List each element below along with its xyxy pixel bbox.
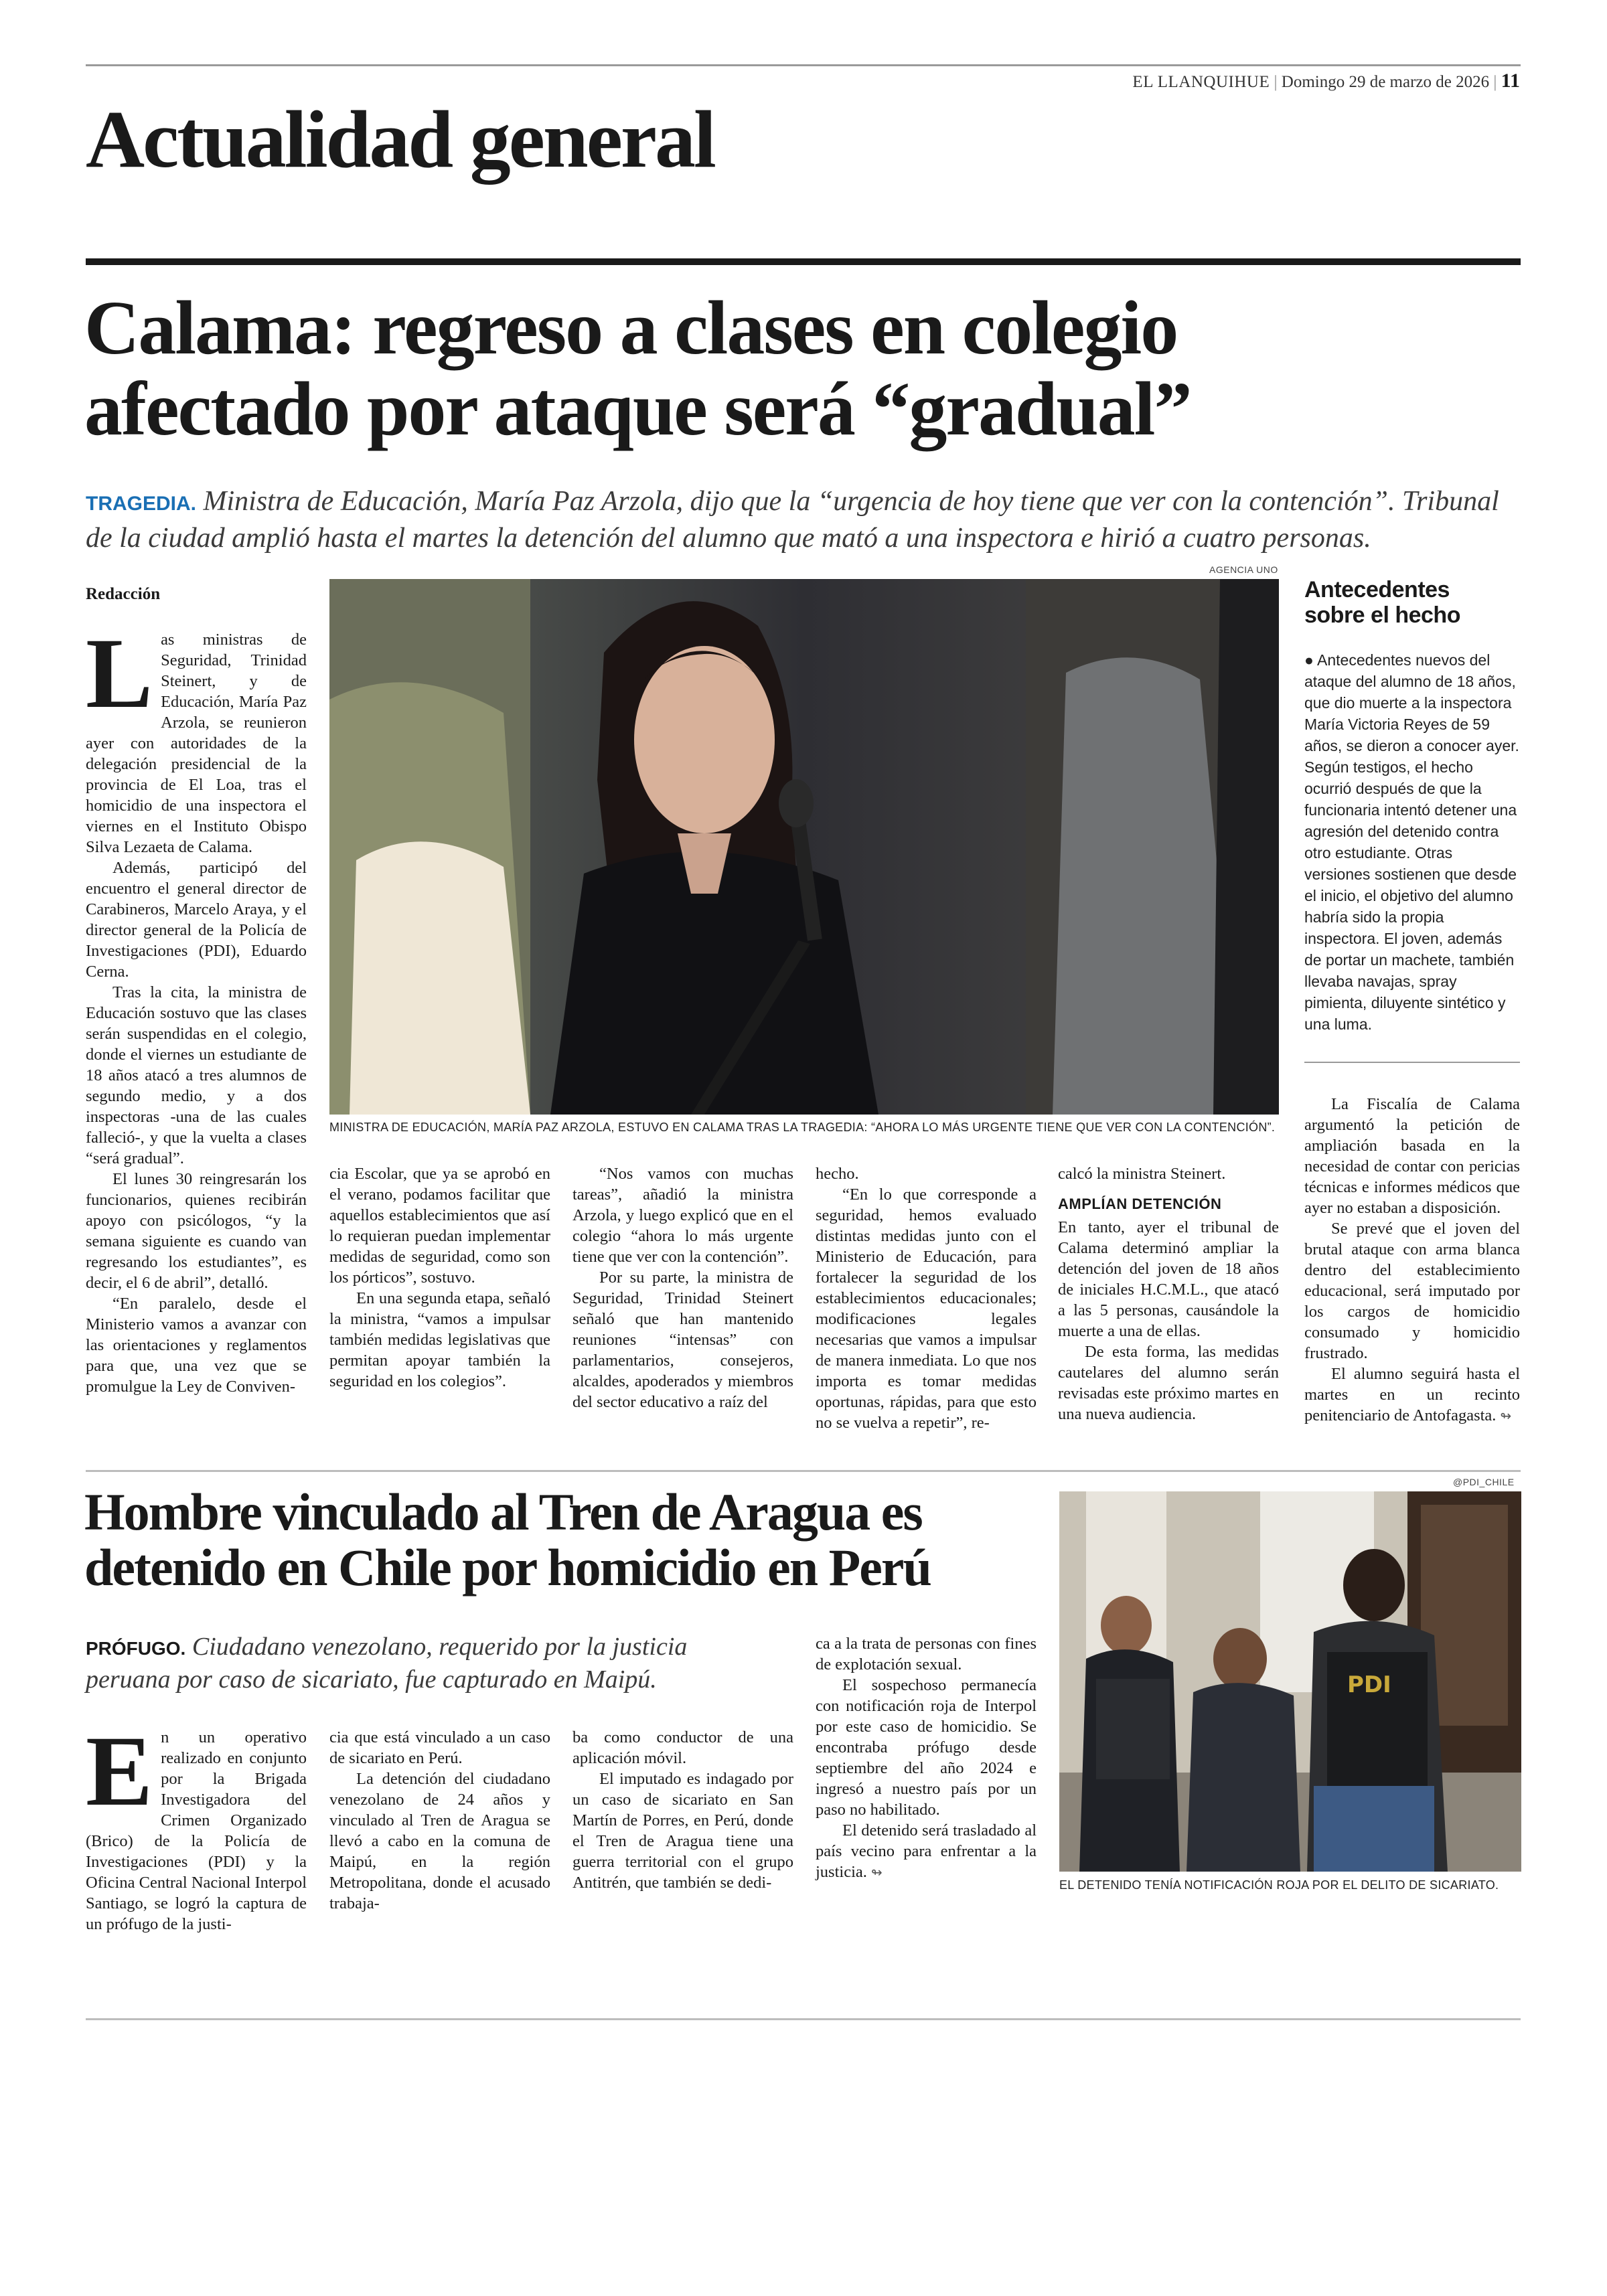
sidebar-text	[1304, 649, 1520, 1035]
story2-deck-text: Ciudadano venezolano, requerido por la justicia peruana por caso de sicariato, fue capturado en Maipú.	[86, 1633, 688, 1694]
photo-pdi-arrest	[1059, 1491, 1521, 1872]
subhead-amplian-detencion: AMPLÍAN DETENCIÓN	[1058, 1196, 1222, 1212]
story1-column-5	[1058, 1163, 1279, 1424]
photo1-caption: MINISTRA DE EDUCACIÓN, MARÍA PAZ ARZOLA, ESTUVO EN CALAMA TRAS LA TRAGEDIA: “AHORA LO MÁS URGENTE TIENE QUE VER CON LA CONTENCIÓN”.	[329, 1121, 1276, 1134]
paragraph-text: El alumno seguirá hasta el martes en un recinto penitenciario de Antofagasta.	[1304, 1365, 1520, 1424]
paragraph: ca a la trata de personas con fines de explotación sexual.	[816, 1635, 1037, 1673]
paragraph: “En lo que corresponde a seguridad, hemos evaluado distintas medidas junto con el Ministerio de Educación, para fortalecer la seguridad de los establecimientos educacionales; modificaciones legales necesarias que vamos a impulsar de manera inmediata. Lo que nos importa es tomar medidas oportunas, rápidas, para que esto no se vuelva a repetir”, re-	[816, 1185, 1037, 1432]
end-mark-icon: ↬	[1500, 1408, 1512, 1424]
publication-name: EL LLANQUIHUE	[1132, 73, 1270, 91]
headline-line: Hombre vinculado al Tren de Aragua es	[84, 1483, 922, 1541]
paragraph: La Fiscalía de Calama argumentó la petición de ampliación basada en la necesidad de contar con pericias técnicas e informes médicos que ayer no estaban a disposición.	[1304, 1095, 1520, 1217]
dropcap: L	[86, 618, 153, 729]
paragraph: Se prevé que el joven del brutal ataque con arma blanca dentro del establecimiento educacional, será imputado por los cargos de homicidio consumado y homicidio frustrado.	[1304, 1220, 1520, 1362]
paragraph	[816, 1820, 1037, 1883]
photo2-credit: @PDI_CHILE	[1453, 1477, 1515, 1487]
story2-column-4	[816, 1633, 1037, 1883]
paragraph	[1304, 1364, 1520, 1426]
page-number: 11	[1501, 70, 1520, 92]
story1-column-3	[572, 1163, 793, 1412]
story1-kicker: TRAGEDIA.	[86, 493, 196, 515]
paragraph: Tras la cita, la ministra de Educación sostuvo que las clases serán suspendidas en el colegio, donde el viernes un estudiante de 18 años atacó a tres alumnos de segundo medio, y a dos inspectoras -una de las cuales falleció-, y que la vuelta a clases “será gradual”.	[86, 983, 307, 1167]
photo-illustration	[1059, 1491, 1521, 1872]
story2-column-1	[86, 1716, 307, 1935]
story2-kicker: PRÓFUGO.	[86, 1638, 186, 1659]
story2-column-3	[572, 1727, 793, 1893]
paragraph: El lunes 30 reingresarán los funcionarios, quienes recibirán apoyo con psicólogos, “y la semana siguiente es cuando van regresando los estudiantes”, es decir, el 6 de abril”, detalló.	[86, 1170, 307, 1292]
paragraph: De esta forma, las medidas cautelares del alumno serán revisadas este próximo martes en una nueva audiencia.	[1058, 1343, 1279, 1423]
story2-column-2	[329, 1727, 550, 1914]
story2-headline	[84, 1485, 931, 1595]
story1-column-4	[816, 1163, 1037, 1433]
story1-deck	[86, 483, 1525, 556]
paragraph: Por su parte, la ministra de Seguridad, Trinidad Steinert señaló que han mantenido reuniones “intensas” con parlamentarios, consejeros, alcaldes, apoderados y miembros del sector educativo a raíz del	[572, 1268, 793, 1411]
folio: EL LLANQUIHUE | Domingo 29 de marzo de 2026 | 11	[1132, 70, 1520, 92]
paragraph: En tanto, ayer el tribunal de Calama determinó ampliar la detención del joven de 18 años de iniciales H.C.M.L., que atacó a las 5 personas, causándole la muerte a una de ellas.	[1058, 1218, 1279, 1340]
paragraph: hecho.	[816, 1165, 859, 1183]
headline-line: Calama: regreso a clases en colegio	[84, 285, 1178, 370]
paragraph: El imputado es indagado por un caso de sicariato en San Martín de Porres, en Perú, donde el Tren de Aragua tiene una guerra territorial con el grupo Antitrén, que también se dedi-	[572, 1770, 793, 1892]
headline-line: detenido en Chile por homicidio en Perú	[84, 1538, 931, 1596]
top-rule	[86, 64, 1521, 66]
svg-text:PDI: PDI	[1347, 1671, 1391, 1698]
photo2-caption: EL DETENIDO TENÍA NOTIFICACIÓN ROJA POR EL DELITO DE SICARIATO.	[1059, 1878, 1499, 1892]
sidebar-title: Antecedentes sobre el hecho	[1304, 577, 1460, 628]
paragraph: La detención del ciudadano venezolano de 24 años y vinculado al Tren de Aragua se llevó a cabo en la comuna de Maipú, en la región Metropolitana, donde el acusado trabaja-	[329, 1770, 550, 1912]
story1-column-1	[86, 618, 307, 1397]
paragraph: cia que está vinculado a un caso de sicariato en Perú.	[329, 1728, 550, 1767]
story1-headline	[84, 285, 1191, 451]
end-mark-icon: ↬	[871, 1864, 883, 1880]
paragraph: calcó la ministra Steinert.	[1058, 1165, 1226, 1183]
paragraph: as ministras de Seguridad, Trinidad Steinert, y de Educación, María Paz Arzola, se reunieron ayer con autoridades de la delegación presidencial de la provincia de El Loa, tras el homicidio de una inspectora el viernes en el Instituto Obispo Silva Lezaeta de Calama.	[86, 631, 307, 856]
headline-line: afectado por ataque será “gradual”	[84, 365, 1191, 451]
sidebar-divider	[1304, 1062, 1520, 1063]
story1-column-2	[329, 1163, 550, 1392]
section-rule	[86, 258, 1521, 265]
photo1-credit: AGENCIA UNO	[1209, 564, 1278, 575]
paragraph: cia Escolar, que ya se aprobó en el verano, podamos facilitar que aquellos establecimientos que así lo requieran puedan implementar medidas de seguridad, como son los pórticos”, sostuvo.	[329, 1165, 550, 1287]
photo-minister-press-conference	[329, 579, 1279, 1115]
story1-column-6	[1304, 1094, 1520, 1426]
dropcap: E	[86, 1716, 153, 1827]
story2-deck	[86, 1631, 762, 1697]
paragraph: Además, participó del encuentro el general director de Carabineros, Marcelo Araya, y el director general de la Policía de Investigaciones (PDI), Eduardo Cerna.	[86, 859, 307, 981]
sidebar-body: Antecedentes nuevos del ataque del alumno de 18 años, que dio muerte a la inspectora María Victoria Reyes de 59 años, se dieron a conocer ayer. Según testigos, el hecho ocurrió después de que la funcionaria intentó detener una agresión del detenido contra otro estudiante. Otras versiones sostienen que desde el inicio, el objetivo del alumno habría sido la propia inspectora. El joven, además de portar un machete, también llevaba navajas, spray pimienta, diluyente sintético y una luma.	[1304, 651, 1519, 1033]
bottom-rule	[86, 2018, 1521, 2020]
photo-illustration	[329, 579, 1279, 1115]
bullet-icon: ●	[1304, 651, 1318, 669]
section-title: Actualidad general	[86, 94, 714, 185]
paragraph: ba como conductor de una aplicación móvil.	[572, 1728, 793, 1767]
paragraph-text: El detenido será trasladado al país vecino para enfrentar a la justicia.	[816, 1821, 1037, 1881]
paragraph: El sospechoso permanecía con notificación roja de Interpol por este caso de homicidio. Se encontraba prófugo desde septiembre del año 2024 e ingresó a nuestro país por un paso no habilitado.	[816, 1676, 1037, 1819]
paragraph: En una segunda etapa, señaló la ministra, “vamos a impulsar también medidas legislativas que permitan apoyar también la seguridad en los colegios”.	[329, 1289, 550, 1390]
issue-date: Domingo 29 de marzo de 2026	[1281, 73, 1490, 91]
paragraph: n un operativo realizado en conjunto por la Brigada Investigadora del Crimen Organizado (Brico) de la Policía de Investigaciones (PDI) y la Oficina Central Nacional Interpol Santiago, se logró la captura de un prófugo de la justi-	[86, 1728, 307, 1933]
byline: Redacción	[86, 585, 161, 603]
paragraph: “En paralelo, desde el Ministerio vamos a avanzar con las orientaciones y reglamentos para que, una vez que se promulgue la Ley de Conviven-	[86, 1295, 307, 1396]
story-divider	[86, 1470, 1521, 1472]
paragraph: “Nos vamos con muchas tareas”, añadió la ministra Arzola, y luego explicó que en el colegio “ahora lo más urgente tiene que ver con la contención”.	[572, 1165, 793, 1266]
story1-deck-text: Ministra de Educación, María Paz Arzola, dijo que la “urgencia de hoy tiene que ver con la contención”. Tribunal de la ciudad amplió hasta el martes la detención del alumno que mató a una inspectora e hirió a cuatro personas.	[86, 486, 1499, 554]
